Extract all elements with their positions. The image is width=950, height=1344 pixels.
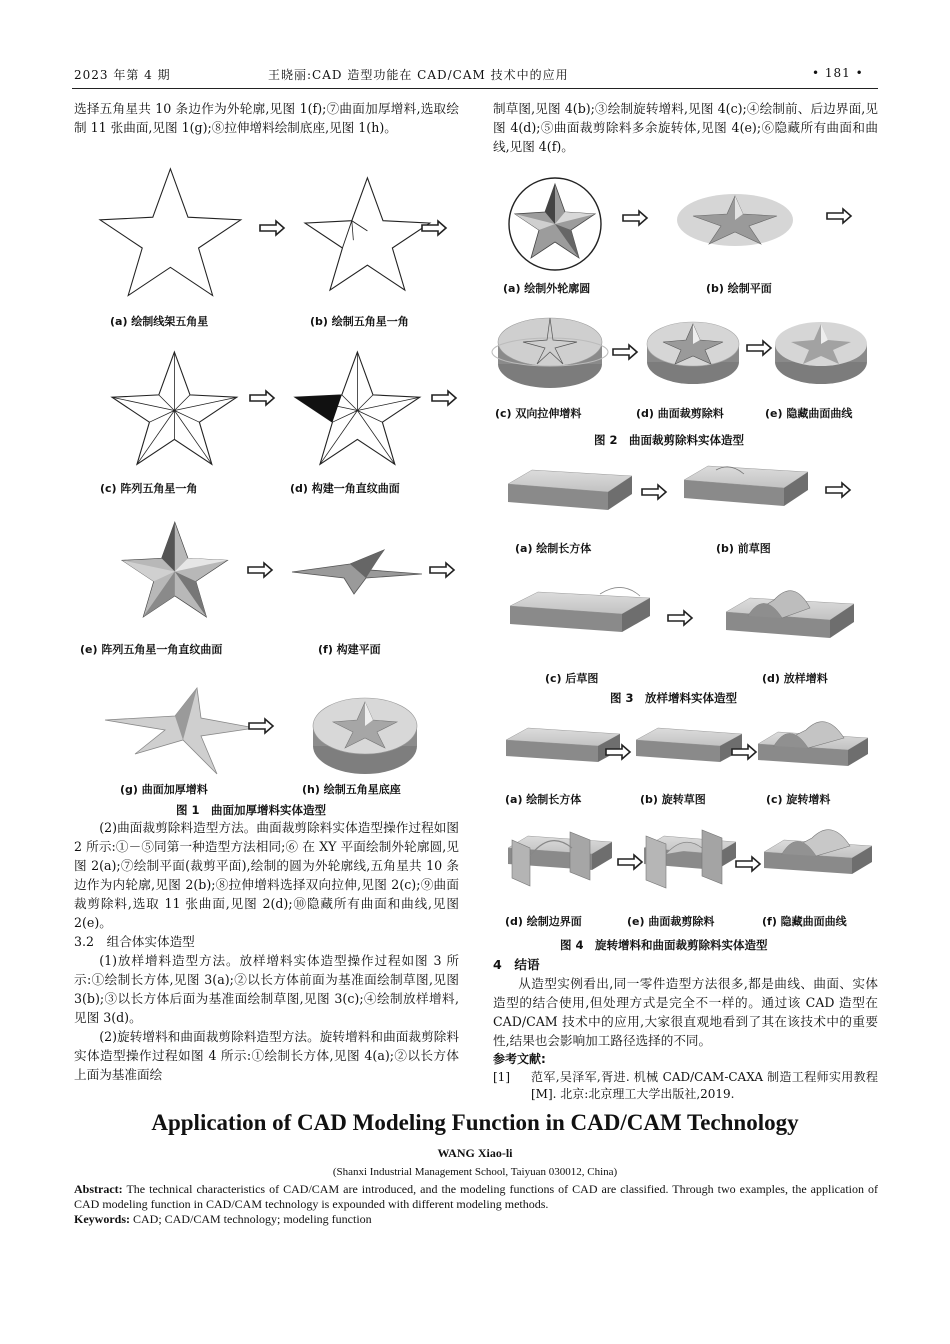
fig1g-thickened-star (105, 688, 255, 774)
figure1-row2 (112, 352, 462, 472)
figure2-row2 (495, 312, 875, 394)
english-author: WANG Xiao-li (437, 1146, 513, 1160)
fig1e-star-surfaces (122, 522, 228, 617)
paragraph-surface-trim: (2)曲面裁剪除料造型方法。曲面裁剪除料实体造型操作过程如图 2 所示:①－⑤同第一种造型方法相同;⑥ 在 XY 平面绘制外轮廓圆,见图 2(a);⑦绘制平面(裁剪平面),绘制的圆为外轮廓线,五角星共 10 条边作为内轮廓,见图 2(b);⑧拉伸增料选择双向拉伸,见图 2(c);⑨曲面裁剪除料,选取 11 张曲面,见图 2(d);⑩隐藏所有曲面和曲线,见图 2(e)。 (74, 820, 459, 930)
fig2b-plane (677, 194, 793, 246)
fig1c-star-array (112, 352, 237, 464)
english-abstract-block (74, 1182, 878, 1227)
right-intro-paragraph: 制草图,见图 4(b);③绘制旋转增料,见图 4(c);④绘制前、后边界面,见图 4(d);⑤曲面裁剪除料多余旋转体,见图 4(e);⑥隐藏所有曲面和曲线,见图 4(f)。 (493, 101, 878, 154)
fig1h-star-base (313, 698, 417, 774)
arrow-icon (250, 391, 274, 405)
fig4-caption-d: (d) 绘制边界面 (505, 915, 582, 928)
figure2-title: 图 2 曲面裁剪除料实体造型 (594, 433, 745, 447)
fig4a-box (506, 728, 620, 762)
fig3-caption-c: (c) 后草图 (545, 672, 599, 685)
fig1-caption-c: (c) 阵列五角星一角 (100, 482, 198, 495)
fig1-caption-b: (b) 绘制五角星一角 (310, 315, 409, 328)
fig4c-revolved-solid (758, 722, 868, 766)
fig2-caption-b: (b) 绘制平面 (706, 282, 772, 295)
arrow-icon (747, 341, 771, 355)
header-rule (72, 88, 878, 89)
figure1-title: 图 1 曲面加厚增料实体造型 (176, 803, 327, 817)
reference-1-text: 范军,吴泽军,胥进. 机械 CAD/CAM-CAXA 制造工程师实用教程[M]. 北京:北京理工大学出版社,2019. (531, 1070, 878, 1101)
fig3b-front-sketch (684, 466, 808, 506)
arrow-icon (826, 483, 850, 497)
fig4-caption-f: (f) 隐藏曲面曲线 (762, 915, 847, 928)
fig2c-extruded-disc (492, 318, 608, 388)
figure1-row3 (122, 522, 462, 627)
figure3-title: 图 3 放样增料实体造型 (610, 691, 738, 705)
fig4f-final-solid (764, 830, 872, 874)
abstract-text: The technical characteristics of CAD/CAM are introduced, and the modeling functions of CAD are classified. Through two examples, the application of CAD modeling function in CAD/CAM technology is expounded with different modeling methods. (74, 1182, 878, 1211)
figure4-row1 (506, 722, 876, 780)
arrow-icon (623, 211, 647, 225)
reference-1-number: [1] (493, 1070, 510, 1084)
fig2-caption-c: (c) 双向拉伸增料 (495, 407, 582, 420)
fig2-caption-e: (e) 隐藏曲面曲线 (765, 407, 853, 420)
fig1b-star-corner (305, 178, 430, 290)
fig3-caption-a: (a) 绘制长方体 (515, 542, 592, 555)
arrow-icon (430, 563, 454, 577)
arrow-icon (249, 719, 273, 733)
arrow-icon (248, 563, 272, 577)
paragraph-loft: (1)放样增料造型方法。放样增料实体造型操作过程如图 3 所示:①绘制长方体,见图 3(a);②以长方体前面为基准面绘制草图,见图 3(b);③以长方体后面为基准面绘制草图,见图 3(c);④绘制放样增料,见图 3(d)。 (74, 953, 459, 1025)
figure3-row1 (508, 462, 868, 532)
fig3d-loft-solid (726, 591, 854, 638)
fig1-caption-h: (h) 绘制五角星底座 (302, 783, 401, 796)
figure2-row1 (505, 176, 875, 276)
arrow-icon (618, 855, 642, 869)
paragraph-conclusion: 从造型实例看出,同一零件造型方法很多,都是曲线、曲面、实体造型的结合使用,但处理方式是完全不一样的。通过该 CAD 造型在 CAD/CAM 技术中的应用,大家很直观地看到了其在该技术中的重要性,结果也会影响加工路径选择的不同。 (493, 976, 878, 1048)
section-4-heading: 4 结语 (493, 957, 540, 972)
fig1-caption-g: (g) 曲面加厚增料 (120, 783, 208, 796)
running-header-issue: 2023 年第 4 期 (74, 68, 171, 82)
fig3-caption-d: (d) 放样增料 (762, 672, 828, 685)
reference-1 (493, 1069, 878, 1103)
fig2a-circle-star (509, 178, 601, 270)
english-title: Application of CAD Modeling Function in CAD/CAM Technology (151, 1110, 799, 1135)
arrow-icon (260, 221, 284, 235)
arrow-icon (613, 345, 637, 359)
fig4b-revolve-sketch (636, 728, 742, 762)
keywords-text: CAD; CAD/CAM technology; modeling function (133, 1212, 372, 1226)
fig2-caption-a: (a) 绘制外轮廓圆 (503, 282, 591, 295)
arrow-icon (736, 857, 760, 871)
paragraph-revolve: (2)旋转增料和曲面裁剪除料造型方法。旋转增料和曲面裁剪除料实体造型操作过程如图 4 所示:①绘制长方体,见图 4(a);②以长方体上面为基准面绘 (74, 1029, 459, 1082)
arrow-icon (827, 209, 851, 223)
fig1-caption-a: (a) 绘制线架五角星 (110, 315, 209, 328)
fig2e-hidden-curves (775, 322, 867, 384)
keywords-label: Keywords: (74, 1212, 130, 1226)
references-heading: 参考文献: (493, 1052, 546, 1066)
fig1f-flat-star (292, 550, 422, 594)
fig4d-boundary-surfaces (508, 832, 612, 886)
fig1a-star-outline (100, 169, 241, 296)
fig4e-trimmed-revolve (644, 830, 736, 888)
left-intro-paragraph: 选择五角星共 10 条边作为外轮廓,见图 1(f);⑦曲面加厚增料,选取绘制 11 张曲面,见图 1(g);⑧拉伸增料绘制底座,见图 1(h)。 (74, 101, 459, 135)
fig3c-back-sketch (510, 587, 650, 632)
abstract-label: Abstract: (74, 1182, 123, 1196)
running-header-title: 王晓丽:CAD 造型功能在 CAD/CAM 技术中的应用 (268, 68, 569, 82)
fig1d-ruled-surface (295, 352, 420, 464)
fig4-caption-b: (b) 旋转草图 (640, 793, 706, 806)
fig4-caption-c: (c) 旋转增料 (766, 793, 831, 806)
arrow-icon (432, 391, 456, 405)
figure3-row2 (510, 586, 870, 648)
fig2-caption-d: (d) 曲面裁剪除料 (636, 407, 724, 420)
fig3-caption-b: (b) 前草图 (716, 542, 771, 555)
fig3a-box (508, 470, 632, 510)
fig1-caption-d: (d) 构建一角直纹曲面 (290, 482, 400, 495)
fig2d-trimmed-disc (647, 322, 739, 384)
fig1-caption-f: (f) 构建平面 (318, 643, 381, 656)
fig1-caption-e: (e) 阵列五角星一角直纹曲面 (80, 643, 223, 656)
figure4-row2 (506, 826, 876, 898)
arrow-icon (642, 485, 666, 499)
fig4-caption-a: (a) 绘制长方体 (505, 793, 582, 806)
figure1-row4 (105, 688, 465, 778)
figure1-row1 (100, 170, 460, 300)
english-affiliation: (Shanxi Industrial Management School, Taiyuan 030012, China) (332, 1166, 618, 1178)
arrow-icon (668, 611, 692, 625)
fig4-caption-e: (e) 曲面裁剪除料 (627, 915, 715, 928)
section-3-2-heading: 3.2 组合体实体造型 (74, 934, 195, 949)
figure4-title: 图 4 旋转增料和曲面裁剪除料实体造型 (560, 938, 768, 952)
running-header-page: • 181 • (812, 66, 864, 80)
